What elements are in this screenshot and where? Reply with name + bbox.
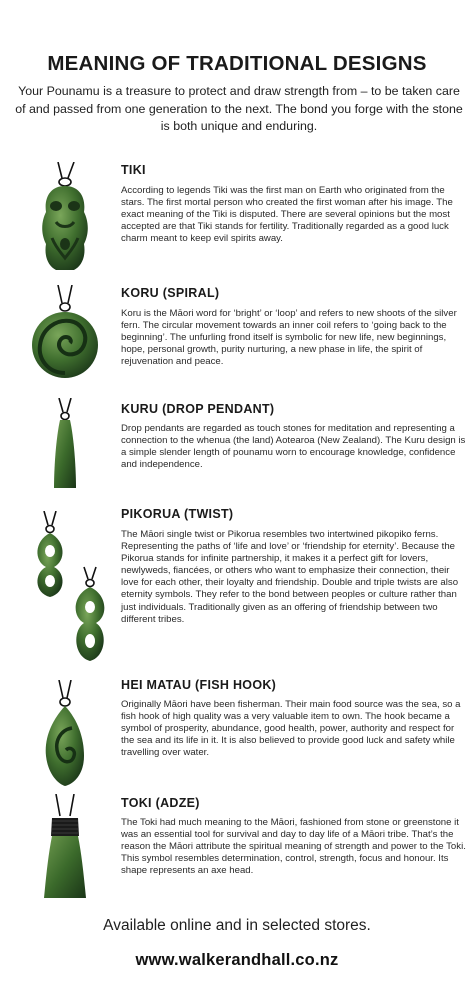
item-description: Drop pendants are regarded as touch stones for meditation and representing a connection to the whenua (the land) Aotearoa (New Zealand). The Kuru design is a simple slender length of pounamu worn to encourage knowledge, confidence and independence.: [121, 423, 466, 471]
website-link[interactable]: www.walkerandhall.co.nz: [135, 951, 339, 969]
koru-spiral-pendant-icon: [22, 285, 108, 385]
item-heading: TIKI: [121, 163, 146, 177]
item-heading: HEI MATAU (FISH HOOK): [121, 678, 277, 692]
item-heading: KURU (DROP PENDANT): [121, 402, 275, 416]
item-description: According to legends Tiki was the first man on Earth who originated from the stars. The first mortal person who created the first woman after his image. The exact meaning of the Tiki is disputed. There are several opinions but the most accepted are that Tiki stands for fertility. Traditionally regarded as a good luck charm meant to keep evil spirits away.: [121, 185, 453, 245]
item-heading: PIKORUA (TWIST): [121, 507, 234, 521]
tiki-pendant-icon: [22, 162, 108, 280]
intro-paragraph: Your Pounamu is a treasure to protect and draw strength from – to be taken care of and passed from one generation to the next. The bond you forge with the stone is both unique and enduring.: [15, 84, 463, 133]
item-description: Koru is the Māori word for ‘bright’ or ‘loop’ and refers to new shoots of the silver fern. The circular movement towards an inner coil refers to ‘going back to the beginning’. The unfurling frond itself is symbolic for new life, new beginnings, hope, personal growth, purity nurturing, a new phase in life, the spirit of rejuvenation and peace.: [121, 308, 457, 368]
item-description: The Toki had much meaning to the Māori, fashioned from stone or greenstone it was an essential tool for survival and day to day life of a Māori tribe. That’s the reason the Māori attribute the spiritual meaning of strength and power to the Toki. This symbol resembles determination, control, strength, focus and honour. Its shape represents an axe head.: [121, 817, 466, 877]
item-description: Originally Māori have been fisherman. Their main food source was the sea, so a fish hook of high quality was a very valuable item to own. The hook became a symbol of prosperity, abundance, good health, power, authority and respect for the sea and its life in it. It is also believed to provide good luck and safety while travelling over water.: [121, 699, 461, 759]
page-title: MEANING OF TRADITIONAL DESIGNS: [47, 52, 427, 75]
availability-note: Available online and in selected stores.: [103, 917, 371, 934]
item-heading: KORU (SPIRAL): [121, 286, 220, 300]
item-heading: TOKI (ADZE): [121, 796, 200, 810]
pikorua-twist-pendant-icon: [16, 511, 112, 671]
hei-matau-fish-hook-pendant-icon: [22, 680, 108, 792]
kuru-drop-pendant-icon: [22, 398, 108, 494]
item-description: The Māori single twist or Pikorua resembles two intertwined pikopiko ferns. Representing the paths of ‘life and love’ or ‘friendship for eternity’. Because the Pikorua stands for infinite partnership, it makes it a perfect gift for lovers, newlyweds, fiancées, or others who want to emphasize their connection, their love for each other, their loyalty and friendship. Double and triple twists are also eternity symbols. They refer to the bond between peoples or culture rather than just individuals. Traditionally given as an offering of friendship between two different tribes.: [121, 529, 459, 625]
toki-adze-pendant-icon: [22, 794, 108, 904]
